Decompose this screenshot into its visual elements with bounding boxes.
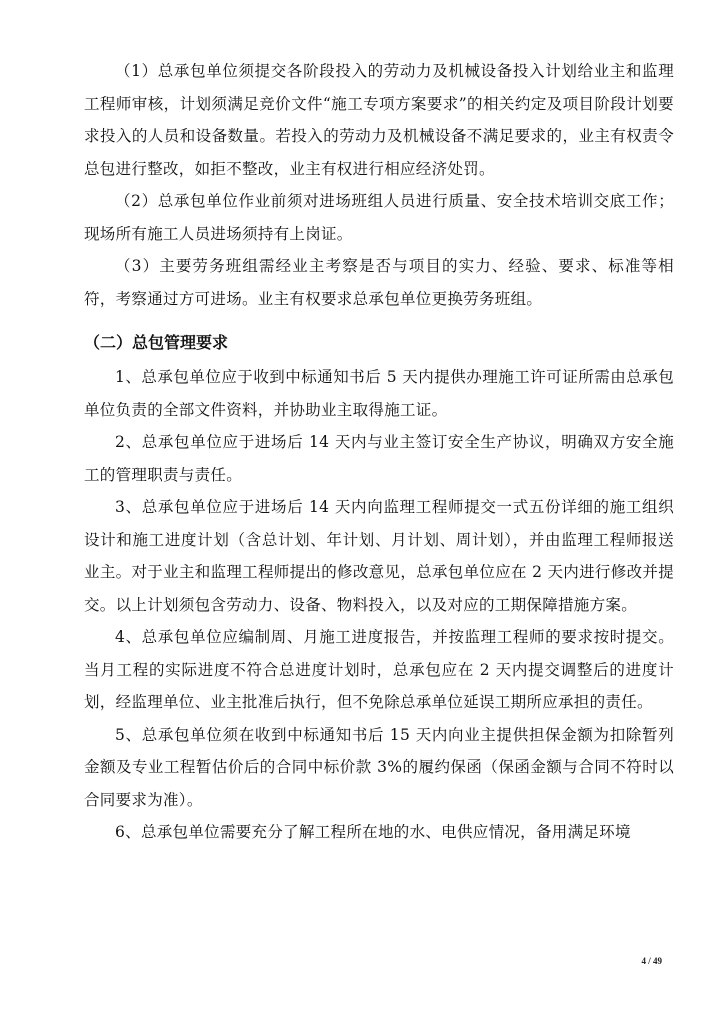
paragraph-item-3: （3）主要劳务班组需经业主考察是否与项目的实力、经验、要求、标准等相符，考察通过方可进场。业主有权要求总承包单位更换劳务班组。 <box>84 257 674 308</box>
section-heading: （二）总包管理要求 <box>84 333 229 352</box>
requirement-item-2: 2、总承包单位应于进场后 14 天内与业主签订安全生产协议，明确双方安全施工的管理职责与责任。 <box>84 433 674 484</box>
paragraph-item-2: （2）总承包单位作业前须对进场班组人员进行质量、安全技术培训交底工作；现场所有施工人员进场须持有上岗证。 <box>84 192 674 243</box>
paragraph-item-1: （1）总承包单位须提交各阶段投入的劳动力及机械设备投入计划给业主和监理工程师审核，计划须满足竞价文件“施工专项方案要求”的相关约定及项目阶段计划要求投入的人员和设备数量。若投入的劳动力及机械设备不满足要求的，业主有权责令总包进行整改，如拒不整改，业主有权进行相应经济处罚。 <box>84 62 674 178</box>
requirement-item-1: 1、总承包单位应于收到中标通知书后 5 天内提供办理施工许可证所需由总承包单位负责的全部文件资料，并协助业主取得施工证。 <box>84 368 674 419</box>
requirement-item-5: 5、总承包单位须在收到中标通知书后 15 天内向业主提供担保金额为扣除暂列金额及专业工程暂估价后的合同中标价款 3%的履约保函（保函金额与合同不符时以合同要求为准）。 <box>84 725 674 809</box>
document-body <box>84 55 674 849</box>
requirement-item-4: 4、总承包单位应编制周、月施工进度报告，并按监理工程师的要求按时提交。当月工程的实际进度不符合总进度计划时，总承包应在 2 天内提交调整后的进度计划，经监理单位、业主批准后执行，但不免除总承单位延误工期所应承担的责任。 <box>84 628 674 711</box>
requirement-item-3: 3、总承包单位应于进场后 14 天内向监理工程师提交一式五份详细的施工组织设计和施工进度计划（含总计划、年计划、月计划、周计划），并由监理工程师报送业主。对于业主和监理工程师提出的修改意见，总承包单位应在 2 天内进行修改并提交。以上计划须包含劳动力、设备、物料投入，以及对应的工期保障措施方案。 <box>84 498 674 614</box>
requirement-item-6: 6、总承包单位需要充分了解工程所在地的水、电供应情况，备用满足环境 <box>115 823 631 841</box>
page-number: 4 / 49 <box>641 956 662 966</box>
